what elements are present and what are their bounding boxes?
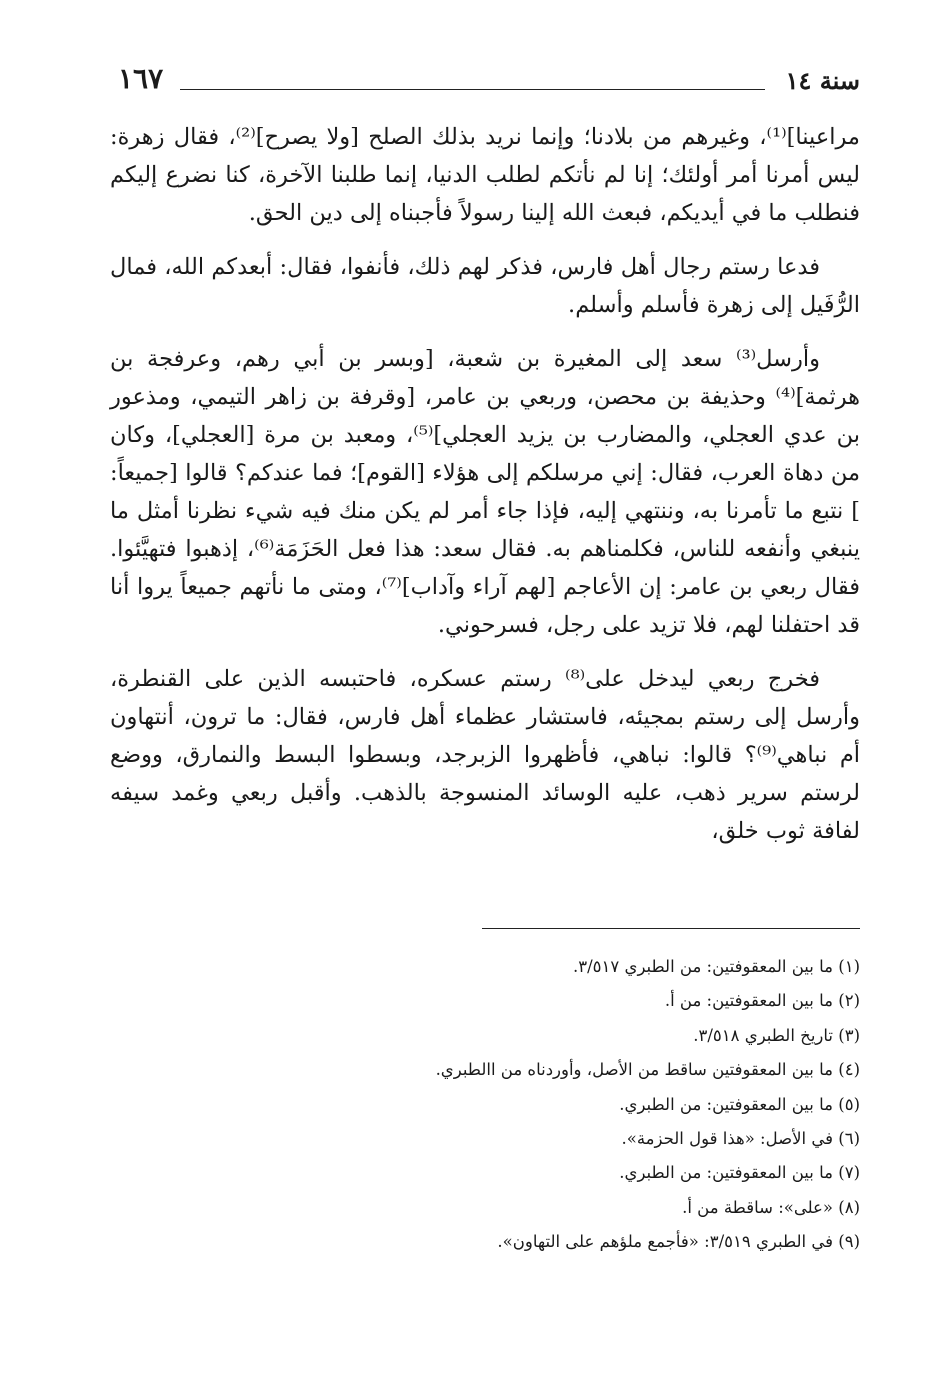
footnote: (٢) ما بين المعقوفتين: من أ. <box>664 991 860 1011</box>
footnote: (٧) ما بين المعقوفتين: من الطبري. <box>619 1163 860 1183</box>
footnote: (٤) ما بين المعقوفتين ساقط من الأصل، وأوردناه من االطبري. <box>435 1060 860 1080</box>
header-rule <box>180 89 765 90</box>
footnote-separator <box>482 928 860 929</box>
footnote: (١) ما بين المعقوفتين: من الطبري ٣/٥١٧. <box>573 957 860 976</box>
paragraph: مراعينا]⁽¹⁾، وغيرهم من بلادنا؛ وإنما نريد بذلك الصلح [ولا يصرح]⁽²⁾، فقال زهرة: ليس أمرنا أمر أولئك؛ إنا لم نأتكم لطلب الدنيا، إنما طلبنا الآخرة، كنا نضرع إليكم فنطلب ما في أيديكم، فبعث الله إلينا رسولاً فأجبناه إلى دين الحق. <box>110 124 860 226</box>
running-head-year: سنة ١٤ <box>785 66 860 95</box>
paragraph: فدعا رستم رجال أهل فارس، فذكر لهم ذلك، فأنفوا، فقال: أبعدكم الله، فمال الرُّفَيل إلى زهرة فأسلم وأسلم. <box>110 254 860 318</box>
paragraph: وأرسل⁽³⁾ سعد إلى المغيرة بن شعبة، [وبسر بن أبي رهم، وعرفجة بن هرثمة]⁽⁴⁾ وحذيفة بن محصن، وربعي بن عامر، [وقرفة بن زاهر التيمي، ومذعور بن عدي العجلي، والمضارب بن يزيد العجلي]⁽⁵⁾، ومعبد بن مرة [العجلي]، وكان من دهاة العرب، فقال: إني مرسلكم إلى هؤلاء [القوم]؛ فما عندكم؟ قالوا [جميعاً: ] نتبع ما تأمرنا به، وننتهي إليه، فإذا جاء أمر لم يكن منك فيه شيء نظرنا أمثل ما ينبغي وأنفعه للناس، فكلمناهم به. فقال سعد: هذا فعل الحَزَمَة⁽⁶⁾، إذهبوا فتهيَّئوا. فقال ربعي بن عامر: إن الأعاجم [لهم آراء وآداب]⁽⁷⁾، ومتى ما نأتهم جميعاً يروا أنا قد احتفلنا لهم، فلا تزيد على رجل، فسرحوني. <box>110 346 861 638</box>
footnote: (٥) ما بين المعقوفتين: من الطبري. <box>619 1094 860 1114</box>
footnote: (٦) في الأصل: «هذا قول الحزمة». <box>621 1129 860 1149</box>
footnotes <box>110 950 860 1260</box>
footnote: (٨) «على»: ساقطة من أ. <box>682 1197 860 1217</box>
footnote: (٣) تاريخ الطبري ٣/٥١٨. <box>693 1025 860 1045</box>
footnote: (٩) في الطبري ٣/٥١٩: «فأجمع ملؤهم على التهاون». <box>497 1232 860 1252</box>
page-header <box>118 58 860 108</box>
main-text <box>110 118 860 866</box>
page-number: ١٦٧ <box>118 62 164 95</box>
paragraph: فخرج ربعي ليدخل على⁽⁸⁾ رستم عسكره، فاحتبسه الذين على القنطرة، وأرسل إلى رستم بمجيئه، فاستشار عظماء أهل فارس، فقال: ما ترون، أنتهاون أم نباهي⁽⁹⁾؟ قالوا: نباهي، فأظهروا الزبرجد، وبسطوا البسط والنمارق، ووضع لرستم سرير ذهب، عليه الوسائد المنسوجة بالذهب. وأقبل ربعي وغمد سيفه لفافة ثوب خلق، <box>110 666 861 844</box>
